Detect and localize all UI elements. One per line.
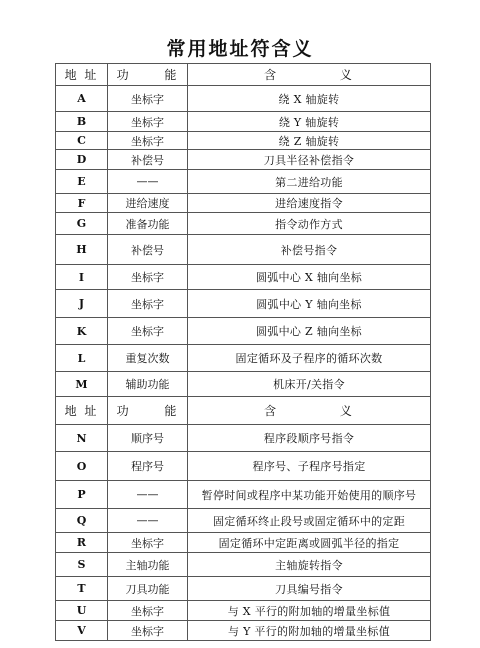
function-cell: —— [108,509,188,533]
table-header-row [56,64,431,86]
meaning-cell: 第二进给功能 [188,170,431,194]
function-cell: 坐标字 [108,112,188,132]
address-cell: N [56,425,108,452]
meaning-cell: 机床开/关指令 [188,372,431,397]
address-cell: P [56,481,108,509]
table-row [56,452,431,481]
header-address: 地 址 [56,397,108,425]
table-row [56,235,431,265]
function-cell: 重复次数 [108,345,188,372]
meaning-cell: 与 Y 平行的附加轴的增量坐标值 [188,621,431,641]
address-cell: F [56,194,108,213]
meaning-cell: 与 X 平行的附加轴的增量坐标值 [188,601,431,621]
function-cell: 坐标字 [108,621,188,641]
header-function: 功 能 [108,397,188,425]
table-row [56,345,431,372]
table-row [56,577,431,601]
address-cell: K [56,318,108,345]
function-cell: 坐标字 [108,265,188,290]
meaning-cell: 主轴旋转指令 [188,553,431,577]
address-cell: H [56,235,108,265]
address-cell: I [56,265,108,290]
header-meaning: 含 义 [188,64,431,86]
function-cell: 坐标字 [108,601,188,621]
address-cell: R [56,533,108,553]
function-cell: 程序号 [108,452,188,481]
meaning-cell: 程序号、子程序号指定 [188,452,431,481]
table-row [56,112,431,132]
meaning-cell: 刀具编号指令 [188,577,431,601]
table-row [56,372,431,397]
address-cell: E [56,170,108,194]
meaning-cell: 刀具半径补偿指令 [188,150,431,170]
function-cell: 补偿号 [108,150,188,170]
function-cell: —— [108,170,188,194]
address-cell: M [56,372,108,397]
table-row [56,553,431,577]
function-cell: 进给速度 [108,194,188,213]
table-row [56,318,431,345]
meaning-cell: 指令动作方式 [188,213,431,235]
table-row [56,150,431,170]
function-cell: 坐标字 [108,86,188,112]
table-row [56,170,431,194]
address-cell: B [56,112,108,132]
address-cell: U [56,601,108,621]
table-row [56,86,431,112]
meaning-cell: 圆弧中心 Y 轴向坐标 [188,290,431,318]
address-cell: G [56,213,108,235]
table-row [56,213,431,235]
table-row [56,533,431,553]
function-cell: 主轴功能 [108,553,188,577]
table-row [56,509,431,533]
function-cell: 坐标字 [108,318,188,345]
function-cell: 坐标字 [108,533,188,553]
table-header-row [56,397,431,425]
meaning-cell: 固定循环终止段号或固定循环中的定距 [188,509,431,533]
address-cell: Q [56,509,108,533]
table-row [56,425,431,452]
address-cell: A [56,86,108,112]
table-row [56,132,431,150]
address-cell: D [56,150,108,170]
meaning-cell: 固定循环及子程序的循环次数 [188,345,431,372]
table-row [56,481,431,509]
meaning-cell: 程序段顺序号指令 [188,425,431,452]
table-row [56,621,431,641]
function-cell: 补偿号 [108,235,188,265]
meaning-cell: 绕 X 轴旋转 [188,86,431,112]
meaning-cell: 固定循环中定距离或圆弧半径的指定 [188,533,431,553]
meaning-cell: 暂停时间或程序中某功能开始使用的顺序号 [188,481,431,509]
header-address: 地 址 [56,64,108,86]
meaning-cell: 圆弧中心 Z 轴向坐标 [188,318,431,345]
address-cell: J [56,290,108,318]
table-row [56,601,431,621]
function-cell: —— [108,481,188,509]
function-cell: 刀具功能 [108,577,188,601]
page-title: 常用地址符含义 [166,38,314,60]
address-cell: O [56,452,108,481]
meaning-cell: 绕 Z 轴旋转 [188,132,431,150]
table-row [56,265,431,290]
meaning-cell: 绕 Y 轴旋转 [188,112,431,132]
address-cell: C [56,132,108,150]
address-cell: L [56,345,108,372]
function-cell: 辅助功能 [108,372,188,397]
address-cell: S [56,553,108,577]
header-function: 功 能 [108,64,188,86]
address-cell: T [56,577,108,601]
table-row [56,194,431,213]
table-row [56,290,431,318]
address-cell: V [56,621,108,641]
function-cell: 坐标字 [108,290,188,318]
function-cell: 坐标字 [108,132,188,150]
meaning-cell: 圆弧中心 X 轴向坐标 [188,265,431,290]
function-cell: 准备功能 [108,213,188,235]
address-table [55,63,431,641]
header-meaning: 含 义 [188,397,431,425]
meaning-cell: 补偿号指令 [188,235,431,265]
function-cell: 顺序号 [108,425,188,452]
meaning-cell: 进给速度指令 [188,194,431,213]
